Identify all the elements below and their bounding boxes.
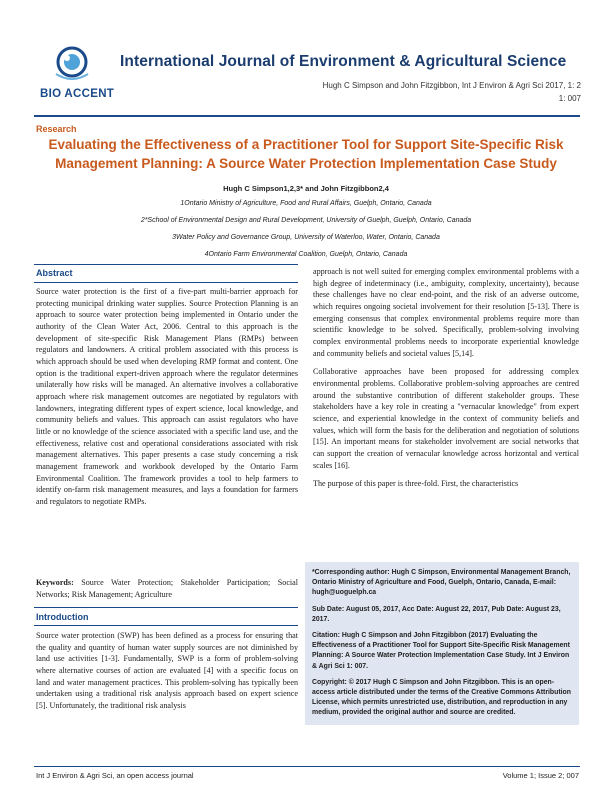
header-citation-line2: 1: 007 — [558, 94, 581, 103]
header-citation-line1: Hugh C Simpson and John Fitzgibbon, Int J Environ & Agri Sci 2017, 1: 2 — [322, 81, 581, 90]
footer-divider — [34, 766, 580, 767]
article-title: Evaluating the Effectiveness of a Practitioner Tool for Support Site-Specific Risk Management Planning: A Source Water Protection Implementation Case Study — [48, 137, 564, 171]
abstract-body — [36, 286, 298, 507]
article-citation: Citation: Hugh C Simpson and John Fitzgibbon (2017) Evaluating the Effectiveness of a Practitioner Tool for Support Site-Specific Risk Management Planning: A Source Water Protection Implementation Case Study. Int J Environ & Agri Sci 1: 007. — [312, 632, 570, 670]
corresponding-author: *Corresponding author: Hugh C Simpson, Environmental Management Branch, Ontario Ministry of Agriculture and Food, Guelph, Ontario, Canada, E-mail: hugh@uoguelph.ca — [312, 569, 571, 597]
footer-volume: Volume 1; Issue 2; 007 — [502, 771, 579, 780]
abstract-text: Source water protection is the first of a five-part multi-barrier approach for protecting municipal drinking water supplies. Source Protection Planning is an approach to source water protection being implemented in Ontario under the authority of the Clean Water Act, 2006. Central to this approach is the development of site-specific Risk Management Plans (RMPs) between regulators and landowners. A critical problem associated with this process is which approach should be used when developing RMP format and content. One option is the traditional expert-driven approach where the regulator determines unilaterally how risks will be managed. An alternative involves a collaborative approach where risk management outcomes are negotiated by regulators with landowners, integrating different types of expert science, local knowledge, and community beliefs and values. This approach can assist regulators who have little or no knowledge of the science associated with a specific land use, and the effectiveness, relative cost and operational considerations associated with risk management alternatives. This paper presents a case study concerning a risk management framework and workbook developed by the Ontario Farm Environmental Coalition. The framework provides a tool to help farmers to identify on-farm risk management measures, and lays a foundation for farmers and regulators to negotiate RMPs. — [36, 287, 298, 506]
header-citation — [251, 79, 581, 105]
affiliation-2: 2*School of Environmental Design and Rural Development, University of Guelph, Guelph, Ontario, Canada — [140, 217, 472, 224]
keywords-text: Source Water Protection; Stakeholder Participation; Social Networks; Risk Management; Agriculture — [36, 578, 298, 599]
introduction-top-rule — [34, 607, 298, 608]
journal-title: International Journal of Environment & Agricultural Science — [120, 53, 567, 70]
introduction-body — [36, 630, 298, 712]
introduction-text: Source water protection (SWP) has been defined as a process for ensuring that the quality and quantity of human water supply sources are not diminished by land use activities [1-3]. Fundamentally, SWP is a form of problem-solving where alternative courses of action are evaluated [4] with a specific focus on land and water management practices. This problem-solving has typically been undertaken using a traditional risk analysis approach based on expert science [5]. Unfortunately, the traditional risk analysis — [36, 631, 298, 710]
article-info-box — [305, 562, 579, 725]
article-type: Research — [36, 124, 77, 134]
keywords — [36, 577, 298, 600]
introduction-heading: Introduction — [36, 612, 89, 622]
abstract-heading-rule — [34, 282, 298, 283]
affiliation-4: 4Ontario Farm Environmental Coalition, Guelph, Ontario, Canada — [204, 251, 408, 258]
right-paragraph-3: The purpose of this paper is three-fold. First, the characteristics — [313, 479, 519, 489]
article-dates: Sub Date: August 05, 2017, Acc Date: August 22, 2017, Pub Date: August 23, 2017. — [312, 605, 561, 623]
authors: Hugh C Simpson1,2,3* and John Fitzgibbon2,4 — [223, 184, 389, 193]
affiliation-1: 1Ontario Ministry of Agriculture, Food and Rural Affairs, Guelph, Ontario, Canada — [180, 200, 432, 207]
logo-text: BIO ACCENT — [40, 88, 115, 100]
introduction-heading-rule — [34, 625, 298, 626]
keywords-label: Keywords: — [36, 578, 74, 587]
header-divider — [34, 115, 580, 117]
right-paragraph-1: approach is not well suited for emerging complex environmental problems with a high degree of indeterminacy (i.e., ambiguity, complexity, uncertainty), because these challenges have no clear end-point, and the risk of an adverse outcome, which requires ongoing societal involvement for their resolution [5-13]. There is emerging consensus that complex environmental problems require more than scientific knowledge to be solved. Specifically, problem-solving involving complex environmental problems needs to incorporate experiential knowledge and community beliefs and societal values [5,14]. — [313, 267, 579, 358]
article-copyright: Copyright: © 2017 Hugh C Simpson and John Fitzgibbon. This is an open-access article distributed under the terms of the Creative Commons Attribution License, which permits unrestricted use, distribution, and reproduction in any medium, provided the original author and source are credited. — [312, 678, 571, 717]
abstract-top-rule — [34, 264, 298, 265]
right-column — [313, 266, 579, 490]
footer-journal: Int J Environ & Agri Sci, an open access journal — [36, 771, 194, 780]
abstract-heading: Abstract — [36, 268, 73, 278]
affiliation-3: 3Water Policy and Governance Group, University of Waterloo, Water, Ontario, Canada — [172, 234, 440, 241]
right-paragraph-2: Collaborative approaches have been proposed for addressing complex environmental problems. Collaborative problem-solving approaches are centred around the substantive contribution of different stakeholder groups. These stakeholders have a key role in creating a "vernacular knowledge" from expert science, and experiential knowledge in the context of community beliefs and values, which will form the basis for the deliberation and negotiation of solutions [15]. An important means for stakeholder involvement are social networks that can support the creation of vernacular knowledge across horizontal and vertical scales [16]. — [313, 367, 579, 470]
